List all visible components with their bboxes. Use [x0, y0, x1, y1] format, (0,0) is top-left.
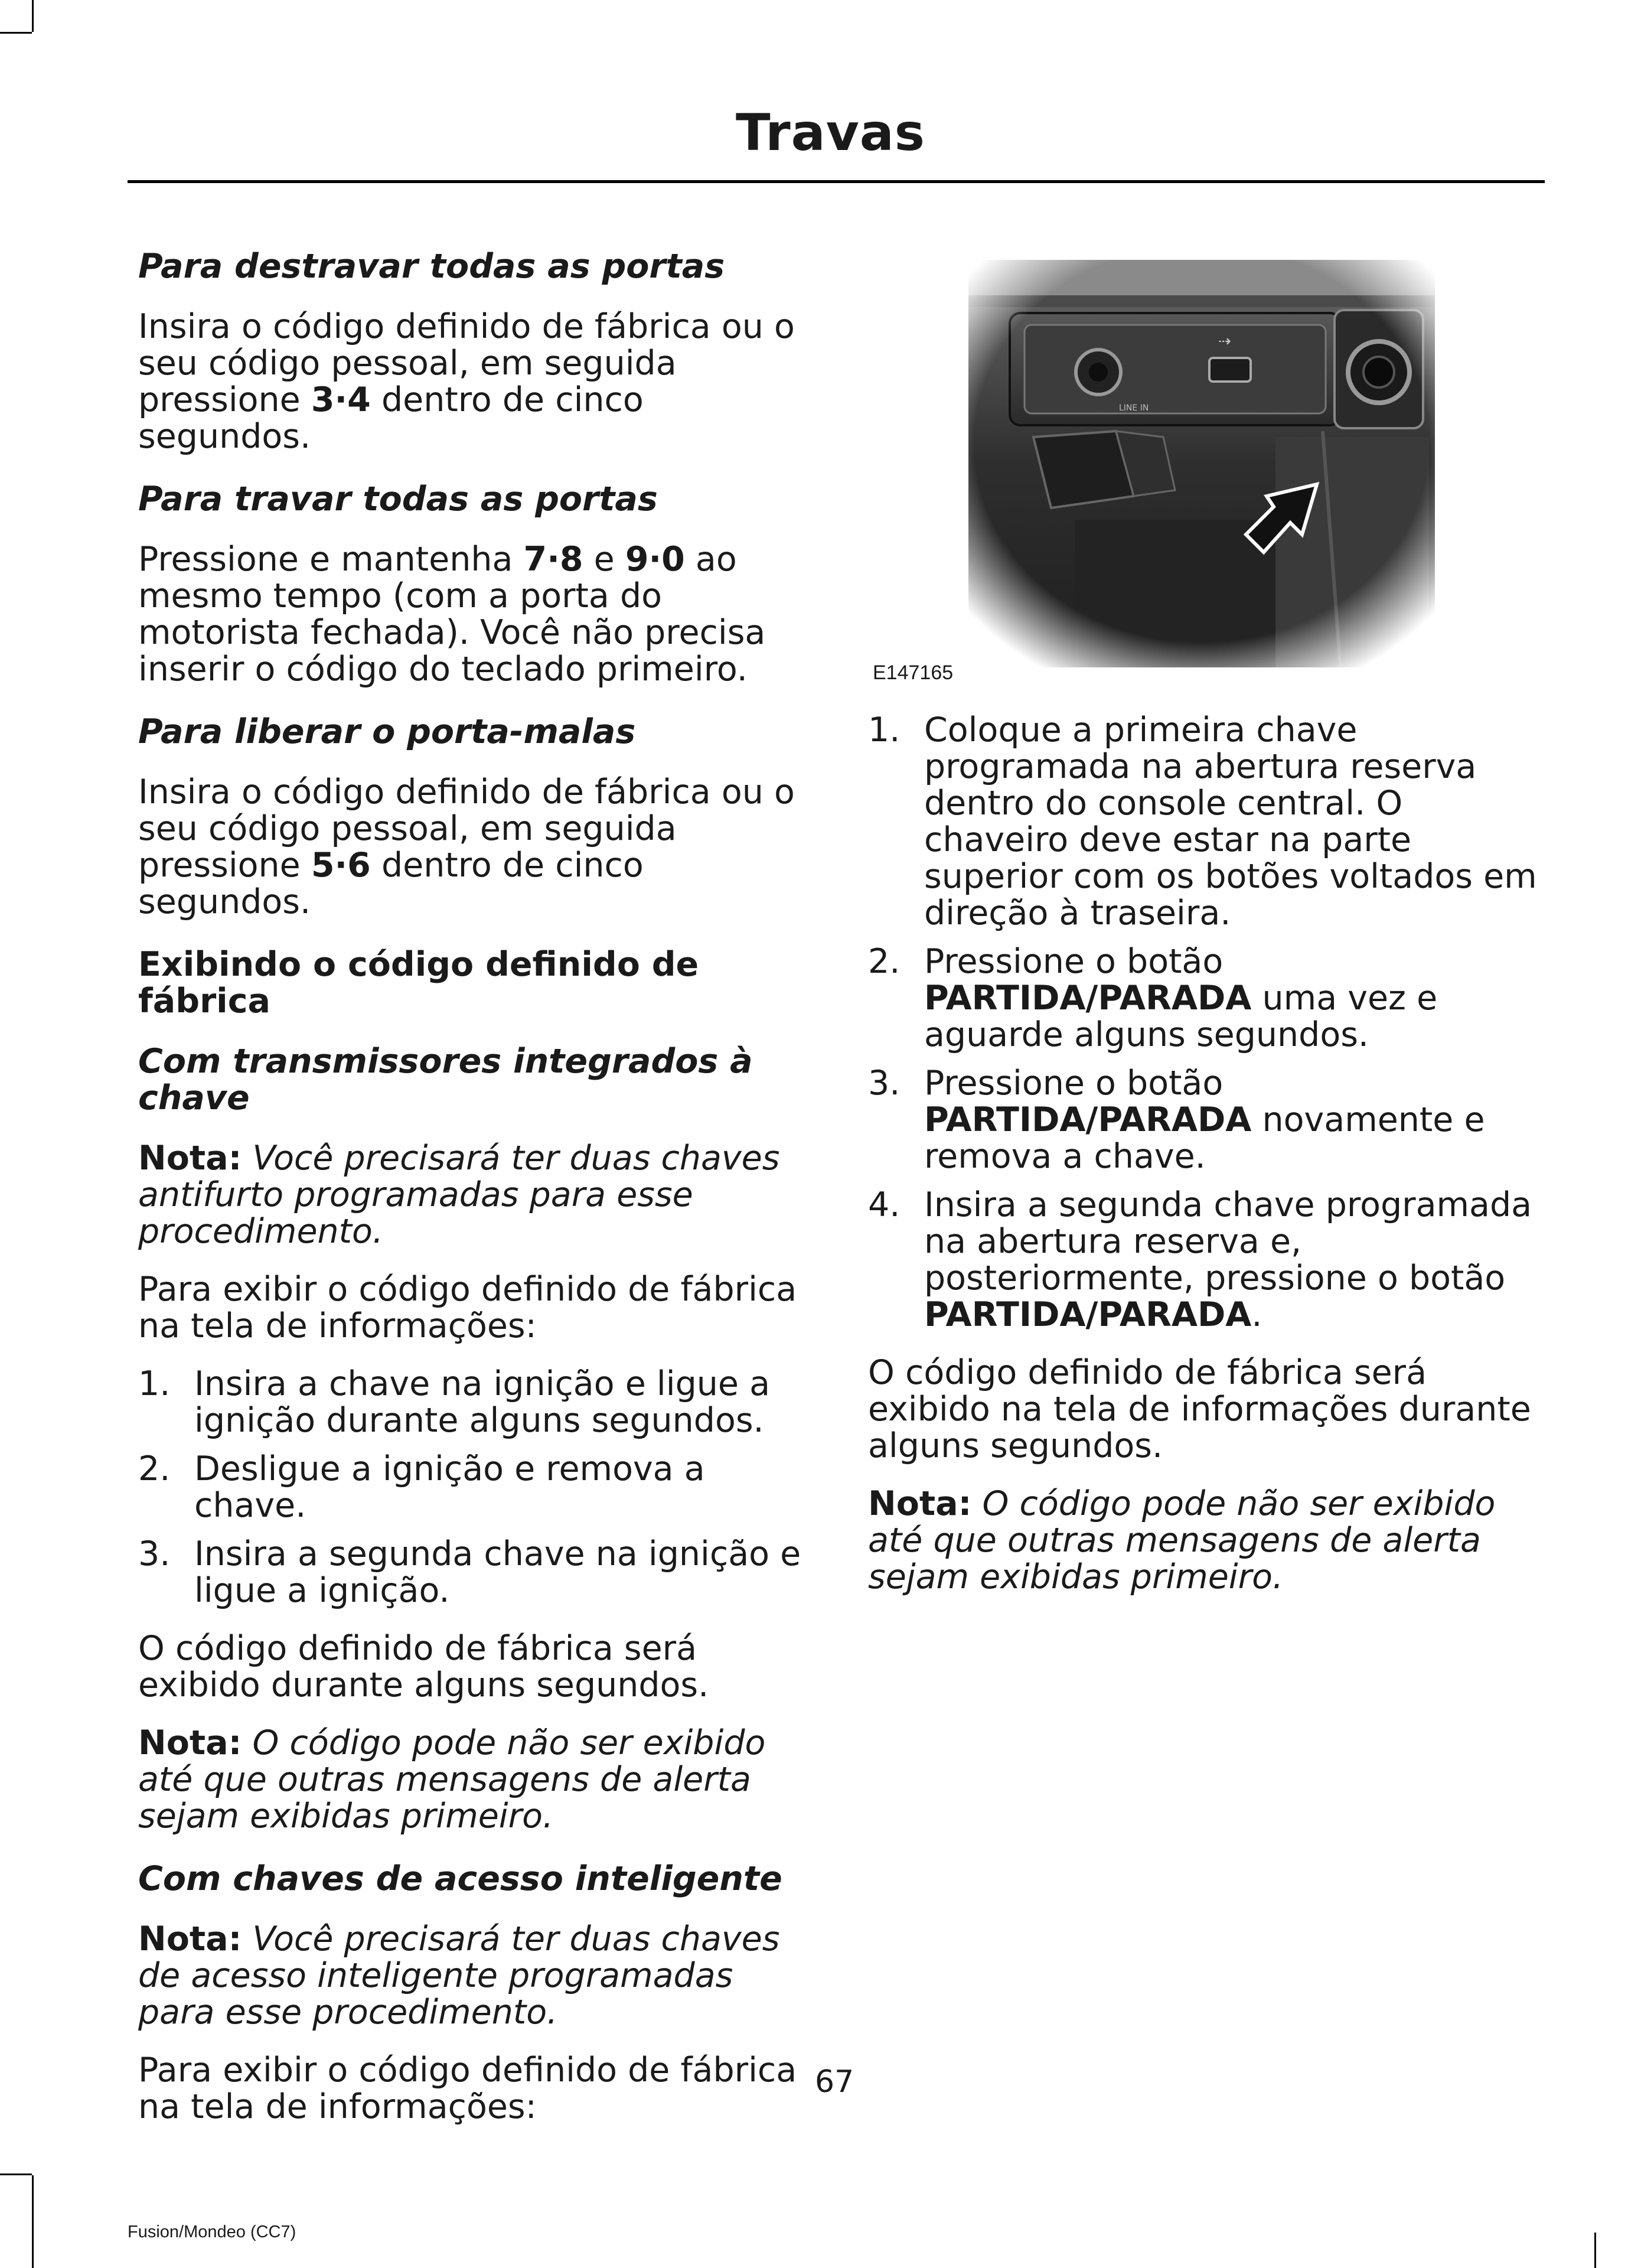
- note-4: Nota: O código pode não ser exibido até que outras mensagens de alerta sejam exibidas primeiro.: [868, 1484, 1496, 1596]
- heading-intelligent-access: Com chaves de acesso inteligente: [138, 1859, 782, 1898]
- heading-display-factory-code: Exibindo o código definido de fábrica: [138, 945, 699, 1021]
- paragraph-lock: Pressione e mantenha 7·8 e 9·0 ao mesmo tempo (com a porta do motorista fechada). Você não precisa inserir o código do teclado primeiro.: [138, 540, 766, 689]
- crop-mark: [0, 2174, 32, 2175]
- heading-integrated-transmitters: Com transmissores integrados à chave: [138, 1042, 753, 1117]
- steps-list-1: [138, 1366, 811, 1609]
- list-item: 3. Insira a segunda chave na ignição e ligue a ignição.: [138, 1534, 801, 1610]
- paragraph-unlock: Insira o código definido de fábrica ou o seu código pessoal, em seguida pressione 3·4 dentro de cinco segundos.: [138, 307, 795, 456]
- steps-list-2: [868, 712, 1541, 1333]
- list-item: 1. Insira a chave na ignição e ligue a ignição durante alguns segundos.: [138, 1364, 771, 1440]
- title-divider: [128, 180, 1545, 183]
- list-item: 1. Coloque a primeira chave programada na abertura reserva dentro do console central. O chaveiro deve estar na parte superior com os botões voltados em direção à traseira.: [868, 711, 1537, 933]
- list-item: 4. Insira a segunda chave programada na abertura reserva e, posteriormente, pressione o botão PARTIDA/PARADA.: [868, 1185, 1532, 1334]
- paragraph-release-trunk: Insira o código definido de fábrica ou o seu código pessoal, em seguida pressione 5·6 dentro de cinco segundos.: [138, 773, 795, 921]
- crop-mark: [32, 0, 34, 32]
- paragraph-displayed-1: O código definido de fábrica será exibido durante alguns segundos.: [138, 1629, 709, 1705]
- note-2: Nota: O código pode não ser exibido até que outras mensagens de alerta sejam exibidas primeiro.: [138, 1723, 766, 1836]
- left-column: [138, 248, 811, 2146]
- right-column: [868, 712, 1541, 1617]
- figure-id: E147165: [873, 662, 954, 684]
- paragraph-display-1: Para exibir o código definido de fábrica na tela de informações:: [138, 1270, 797, 1345]
- crop-mark: [1594, 2233, 1596, 2268]
- list-item: 3. Pressione o botão PARTIDA/PARADA novamente e remova a chave.: [868, 1064, 1485, 1176]
- paragraph-displayed-2: O código definido de fábrica será exibido na tela de informações durante alguns segundos.: [868, 1353, 1531, 1465]
- crop-mark: [0, 32, 32, 34]
- footer-model: Fusion/Mondeo (CC7): [128, 2223, 296, 2241]
- heading-release-trunk: Para liberar o porta-malas: [138, 712, 636, 751]
- note-3: Nota: Você precisará ter duas chaves de acesso inteligente programadas para esse procedimento.: [138, 1920, 780, 2032]
- console-illustration: [968, 260, 1435, 667]
- heading-unlock-all: Para destravar todas as portas: [138, 247, 725, 286]
- paragraph-display-2: Para exibir o código definido de fábrica na tela de informações:: [138, 2051, 797, 2126]
- list-item: 2. Desligue a ignição e remova a chave.: [138, 1449, 705, 1525]
- page-number: 67: [815, 2064, 854, 2100]
- crop-mark: [32, 2175, 34, 2268]
- page-title: Travas: [736, 103, 925, 162]
- list-item: 2. Pressione o botão PARTIDA/PARADA uma vez e aguarde alguns segundos.: [868, 942, 1438, 1054]
- note-1: Nota: Você precisará ter duas chaves antifurto programadas para esse procedimento.: [138, 1139, 780, 1251]
- heading-lock-all: Para travar todas as portas: [138, 480, 658, 519]
